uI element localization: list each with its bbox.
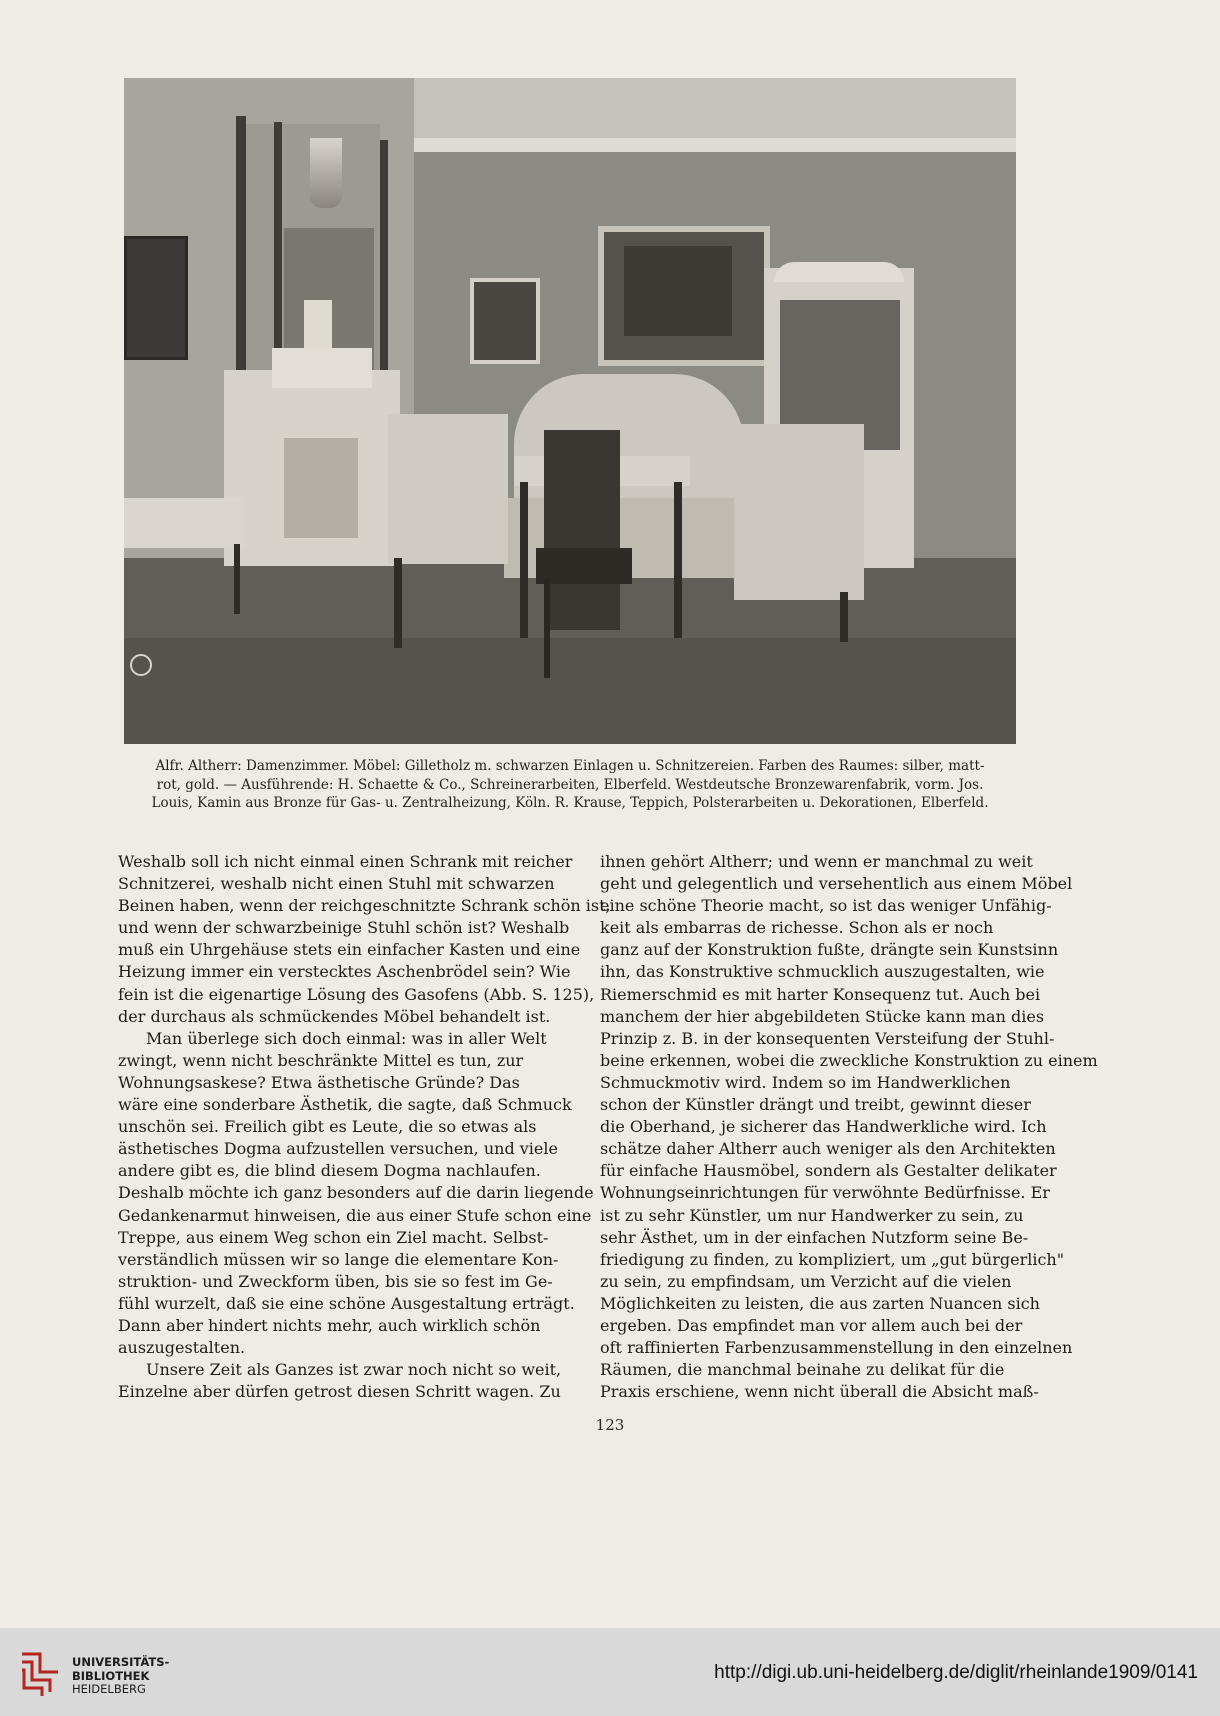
interior-photograph <box>124 78 1016 744</box>
text-line: andere gibt es, die blind diesem Dogma nachlaufen. <box>118 1161 541 1181</box>
text-line: der durchaus als schmückendes Möbel behandelt ist. <box>118 1006 551 1026</box>
text-line: Dann aber hindert nichts mehr, auch wirklich schön <box>118 1315 541 1335</box>
text-line: verständlich müssen wir so lange die elementare Kon- <box>118 1249 559 1269</box>
photo-fireplace-top <box>272 348 372 388</box>
text-line: geht und gelegentlich und versehentlich aus einem Möbel <box>600 874 1073 894</box>
text-line: zwingt, wenn nicht beschränkte Mittel es tun, zur <box>118 1050 524 1070</box>
photo-chandelier <box>310 138 342 208</box>
text-line: Heizung immer ein verstecktes Aschenbrödel sein? Wie <box>118 962 571 982</box>
text-line: auszugestalten. <box>118 1338 246 1358</box>
text-line: Weshalb soll ich nicht einmal einen Schrank mit reicher <box>118 852 573 871</box>
photo-armchair-leg <box>840 592 848 642</box>
text-line: ganz auf der Konstruktion fußte, drängte sein Kunstsinn <box>600 940 1059 960</box>
text-line: ergeben. Das empfindet man vor allem auch bei der <box>600 1315 1023 1335</box>
text-line: friedigung zu finden, zu kompliziert, um „gut bürgerlich" <box>600 1249 1065 1269</box>
photo-painting-large-image <box>624 246 732 336</box>
text-line: muß ein Uhrgehäuse stets ein einfacher Kasten und eine <box>118 940 581 960</box>
photo-cabinet-crown <box>774 262 904 282</box>
photo-stool <box>124 498 244 548</box>
caption-line: Louis, Kamin aus Bronze für Gas- u. Zentralheizung, Köln. R. Krause, Teppich, Polsterarbeiten u. Dekorationen, Elberfeld. <box>151 795 989 811</box>
photo-painting-small <box>470 278 540 364</box>
text-line: Treppe, aus einem Weg schon ein Ziel macht. Selbst- <box>118 1227 549 1247</box>
page-number: 123 <box>595 1416 625 1434</box>
text-line: schätze daher Altherr auch weniger als den Architekten <box>600 1139 1056 1159</box>
caption-line: rot, gold. — Ausführende: H. Schaette & Co., Schreinerarbeiten, Elberfeld. Westdeutsche Bronzewarenfabrik, vorm. Jos. <box>156 776 984 793</box>
text-line: Unsere Zeit als Ganzes ist zwar noch nicht so weit, <box>146 1360 562 1380</box>
photo-monogram-icon <box>130 654 152 676</box>
text-line: struktion- und Zweckform üben, bis sie so fest im Ge- <box>118 1271 553 1291</box>
library-logo-icon <box>16 1646 62 1698</box>
text-line: beine erkennen, wobei die zweckliche Konstruktion zu einem <box>600 1050 1098 1070</box>
text-line: Einzelne aber dürfen getrost diesen Schritt wagen. Zu <box>118 1382 561 1402</box>
library-footer <box>0 1628 1220 1716</box>
text-column-right <box>600 851 1098 1403</box>
text-line: Prinzip z. B. in der konsequenten Versteifung der Stuhl- <box>600 1028 1055 1048</box>
photo-cornice <box>414 138 1016 152</box>
text-line: eine schöne Theorie macht, so ist das weniger Unfähig- <box>600 896 1052 916</box>
text-line: Man überlege sich doch einmal: was in aller Welt <box>146 1028 547 1048</box>
photo-chair-back <box>544 430 620 630</box>
library-name <box>72 1656 169 1697</box>
photo-caption <box>120 757 1020 813</box>
photo-carpet <box>124 638 1016 744</box>
text-line: und wenn der schwarzbeinige Stuhl schön ist? Weshalb <box>118 918 570 938</box>
text-line: ist zu sehr Künstler, um nur Handwerker zu sein, zu <box>600 1205 1024 1225</box>
photo-painting-left <box>124 236 188 360</box>
text-line: sehr Ästhet, um in der einfachen Nutzform seine Be- <box>600 1227 1029 1247</box>
library-name-line: UNIVERSITÄTS- <box>72 1655 170 1669</box>
photo-armchair-right <box>734 424 864 600</box>
text-line: keit als embarras de richesse. Schon als er noch <box>600 918 994 938</box>
photo-chair-seat <box>536 548 632 584</box>
text-line: zu sein, zu empfindsam, um Verzicht auf die vielen <box>600 1271 1012 1291</box>
text-column-left <box>118 851 611 1403</box>
text-line: Gedankenarmut hinweisen, die aus einer Stufe schon eine <box>118 1205 592 1225</box>
text-line: Wohnungseinrichtungen für verwöhnte Bedürfnisse. Er <box>600 1183 1050 1203</box>
library-name-line: HEIDELBERG <box>72 1682 146 1696</box>
photo-clock <box>304 300 332 348</box>
caption-line: Alfr. Altherr: Damenzimmer. Möbel: Gilletholz m. schwarzen Einlagen u. Schnitzereien. Farben des Raumes: silber, matt- <box>155 758 985 774</box>
text-line: Praxis erschiene, wenn nicht überall die Absicht maß- <box>600 1382 1039 1402</box>
text-line: Wohnungsaskese? Etwa ästhetische Gründe? Das <box>118 1072 520 1092</box>
source-url-link[interactable]: http://digi.ub.uni-heidelberg.de/diglit/rheinlande1909/0141 <box>714 1662 1198 1683</box>
text-line: Schmuckmotiv wird. Indem so im Handwerklichen <box>600 1072 1011 1092</box>
photo-chair-leg <box>544 578 550 678</box>
text-line: ästhetisches Dogma aufzustellen versuchen, und viele <box>118 1139 558 1159</box>
text-line: ihn, das Konstruktive schmucklich auszugestalten, wie <box>600 962 1045 982</box>
photo-armchair-leg <box>394 558 402 648</box>
photo-stool-leg <box>234 544 240 614</box>
photo-table-leg <box>520 482 528 638</box>
text-line: oft raffinierten Farbenzusammenstellung in den einzelnen <box>600 1338 1073 1358</box>
text-line: Beinen haben, wenn der reichgeschnitzte Schrank schön ist, <box>118 896 611 916</box>
text-line: für einfache Hausmöbel, sondern als Gestalter delikater <box>600 1161 1057 1181</box>
text-line: manchem der hier abgebildeten Stücke kann man dies <box>600 1006 1045 1026</box>
text-line: ihnen gehört Altherr; und wenn er manchmal zu weit <box>600 852 1033 871</box>
photo-hearth <box>284 438 358 538</box>
text-line: Räumen, die manchmal beinahe zu delikat für die <box>600 1360 1005 1380</box>
text-line: fein ist die eigenartige Lösung des Gasofens (Abb. S. 125), <box>118 984 595 1004</box>
text-line: Riemerschmid es mit harter Konsequenz tut. Auch bei <box>600 984 1041 1004</box>
text-line: Schnitzerei, weshalb nicht einen Stuhl mit schwarzen <box>118 874 555 894</box>
photo-table-leg <box>674 482 682 638</box>
text-line: wäre eine sonderbare Ästhetik, die sagte, daß Schmuck <box>118 1095 572 1115</box>
text-line: schon der Künstler drängt und treibt, gewinnt dieser <box>600 1095 1031 1115</box>
photo-armchair-left <box>388 414 508 564</box>
text-line: Deshalb möchte ich ganz besonders auf die darin liegende <box>118 1183 594 1203</box>
text-line: unschön sei. Freilich gibt es Leute, die so etwas als <box>118 1117 537 1137</box>
text-line: fühl wurzelt, daß sie eine schöne Ausgestaltung erträgt. <box>118 1293 575 1313</box>
text-line: Möglichkeiten zu leisten, die aus zarten Nuancen sich <box>600 1293 1040 1313</box>
library-name-line: BIBLIOTHEK <box>72 1668 150 1683</box>
text-line: die Oberhand, je sicherer das Handwerkliche wird. Ich <box>600 1117 1047 1137</box>
